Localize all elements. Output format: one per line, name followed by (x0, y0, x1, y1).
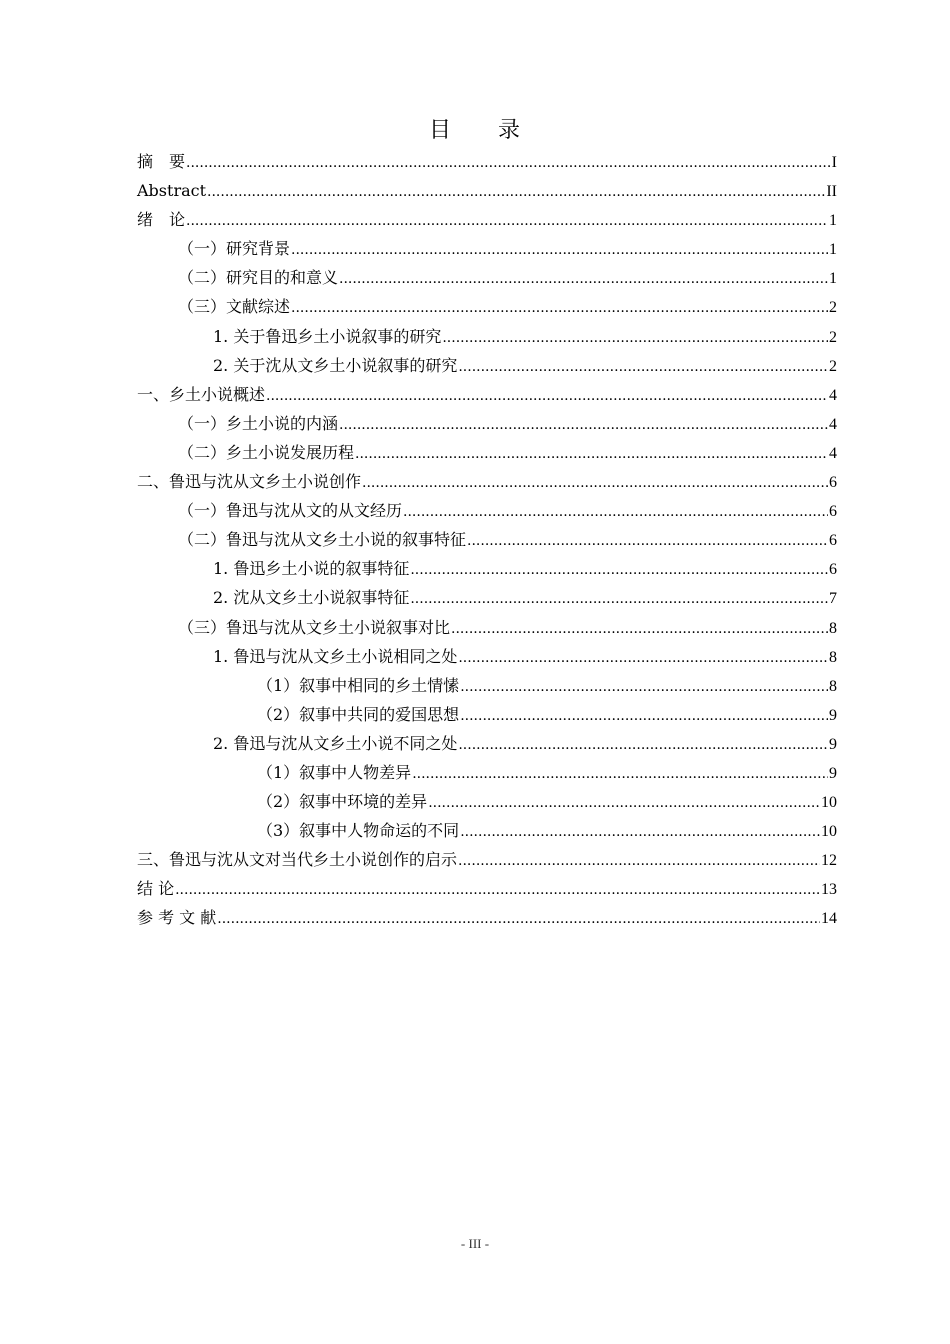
toc-entry-page-number: 1 (829, 270, 837, 288)
toc-entry[interactable] (137, 787, 837, 816)
toc-entry-label: （一）鲁迅与沈从文的从文经历 (178, 501, 403, 521)
toc-entry-page-number: 1 (829, 241, 837, 259)
toc-entry[interactable] (137, 642, 837, 671)
toc-entry[interactable] (137, 700, 837, 729)
toc-entry-page-number: 12 (821, 852, 837, 870)
toc-entry[interactable] (137, 205, 837, 234)
toc-entry-page-number: 9 (829, 706, 837, 724)
toc-list (137, 147, 837, 933)
toc-entry-label: （二）乡土小说发展历程 (178, 442, 355, 462)
toc-dot-leader (339, 409, 828, 440)
toc-dot-leader (207, 176, 825, 207)
toc-entry[interactable] (137, 409, 837, 438)
toc-entry[interactable] (137, 554, 837, 583)
toc-entry-label: 参 考 文 献 (137, 908, 217, 928)
toc-entry-label: 1. 关于鲁迅乡土小说叙事的研究 (213, 326, 442, 346)
toc-entry-page-number: 4 (829, 444, 837, 462)
toc-entry-label: （三）鲁迅与沈从文乡土小说叙事对比 (178, 617, 451, 637)
toc-entry-label: 结 论 (137, 879, 175, 899)
toc-entry-label: 1. 鲁迅与沈从文乡土小说相同之处 (213, 646, 458, 666)
toc-dot-leader (266, 380, 828, 411)
toc-dot-leader (339, 263, 828, 294)
toc-entry-label: 1. 鲁迅乡土小说的叙事特征 (213, 559, 410, 579)
toc-dot-leader (460, 700, 828, 731)
toc-entry-page-number: 9 (829, 764, 837, 782)
toc-entry-label: 摘 要 (137, 152, 186, 171)
toc-entry-page-number: 9 (829, 735, 837, 753)
toc-dot-leader (291, 292, 828, 323)
toc-entry-label: 二、鲁迅与沈从文乡土小说创作 (137, 472, 362, 492)
toc-entry-page-number: 4 (829, 386, 837, 404)
page-number-footer: - III - (460, 1236, 490, 1251)
toc-entry-label: （3）叙事中人物命运的不同 (257, 821, 460, 841)
toc-entry[interactable] (137, 176, 837, 205)
toc-entry-page-number: 8 (829, 677, 837, 695)
toc-dot-leader (428, 787, 820, 818)
toc-entry-label: （2）叙事中环境的差异 (257, 792, 428, 812)
toc-dot-leader (410, 583, 828, 614)
toc-entry-label: 2. 沈从文乡土小说叙事特征 (213, 588, 410, 608)
toc-title: 目 录 (428, 118, 521, 143)
toc-dot-leader (186, 205, 828, 236)
toc-entry-label: （1）叙事中相同的乡土情愫 (257, 675, 460, 695)
toc-entry[interactable] (137, 845, 837, 874)
toc-entry-label: （2）叙事中共同的爱国思想 (257, 704, 460, 724)
toc-entry[interactable] (137, 351, 837, 380)
toc-dot-leader (291, 234, 828, 265)
toc-entry[interactable] (137, 147, 837, 176)
toc-entry-page-number: 13 (821, 881, 837, 899)
toc-dot-leader (458, 845, 820, 876)
toc-entry-page-number: 8 (829, 619, 837, 637)
toc-dot-leader (467, 525, 828, 556)
toc-entry-label: （1）叙事中人物差异 (257, 762, 412, 782)
toc-entry[interactable] (137, 263, 837, 292)
toc-entry-label: 一、乡土小说概述 (137, 384, 266, 404)
toc-entry-label: 2. 关于沈从文乡土小说叙事的研究 (213, 355, 458, 375)
toc-entry-page-number: I (831, 154, 837, 171)
toc-entry-page-number: 4 (829, 415, 837, 433)
toc-entry[interactable] (137, 613, 837, 642)
toc-entry[interactable] (137, 380, 837, 409)
toc-entry[interactable] (137, 438, 837, 467)
toc-dot-leader (362, 467, 828, 498)
toc-entry[interactable] (137, 496, 837, 525)
toc-entry-page-number: 2 (829, 357, 837, 375)
toc-entry-label: 2. 鲁迅与沈从文乡土小说不同之处 (213, 733, 458, 753)
toc-entry-page-number: 10 (821, 794, 837, 812)
toc-entry-label: （二）研究目的和意义 (178, 268, 339, 288)
toc-dot-leader (460, 816, 820, 847)
toc-entry-page-number: 6 (829, 532, 837, 550)
toc-entry-label: （一）研究背景 (178, 239, 291, 259)
toc-dot-leader (458, 729, 828, 760)
toc-entry-label: 绪 论 (137, 210, 186, 230)
toc-entry-label: （一）乡土小说的内涵 (178, 413, 339, 433)
toc-entry-label: Abstract (137, 181, 207, 201)
toc-entry-page-number: 8 (829, 648, 837, 666)
toc-dot-leader (460, 671, 828, 702)
toc-dot-leader (175, 874, 820, 905)
toc-entry[interactable] (137, 234, 837, 263)
toc-dot-leader (217, 903, 820, 934)
toc-dot-leader (355, 438, 828, 469)
toc-dot-leader (403, 496, 828, 527)
toc-entry[interactable] (137, 583, 837, 612)
toc-entry-page-number: 1 (829, 212, 837, 230)
toc-entry-page-number: 6 (829, 474, 837, 492)
toc-dot-leader (186, 147, 831, 178)
toc-entry-page-number: 6 (829, 561, 837, 579)
toc-entry[interactable] (137, 671, 837, 700)
toc-entry[interactable] (137, 292, 837, 321)
toc-entry[interactable] (137, 729, 837, 758)
toc-entry[interactable] (137, 322, 837, 351)
toc-entry-page-number: 2 (829, 299, 837, 317)
toc-entry-label: （二）鲁迅与沈从文乡土小说的叙事特征 (178, 530, 467, 550)
toc-dot-leader (451, 613, 828, 644)
toc-entry-label: 三、鲁迅与沈从文对当代乡土小说创作的启示 (137, 850, 458, 870)
toc-dot-leader (458, 351, 828, 382)
toc-entry-page-number: II (826, 183, 837, 201)
toc-entry[interactable] (137, 467, 837, 496)
toc-entry-page-number: 6 (829, 503, 837, 521)
toc-entry[interactable] (137, 525, 837, 554)
toc-entry-page-number: 10 (821, 823, 837, 841)
toc-entry[interactable] (137, 758, 837, 787)
toc-dot-leader (410, 554, 828, 585)
toc-entry-label: （三）文献综述 (178, 297, 291, 317)
toc-dot-leader (458, 642, 828, 673)
toc-entry[interactable] (137, 816, 837, 845)
toc-entry-page-number: 14 (821, 910, 837, 928)
toc-entry-page-number: 7 (829, 590, 837, 608)
toc-entry[interactable] (137, 874, 837, 903)
toc-dot-leader (412, 758, 828, 789)
toc-entry[interactable] (137, 903, 837, 932)
toc-dot-leader (442, 322, 828, 353)
toc-entry-page-number: 2 (829, 328, 837, 346)
